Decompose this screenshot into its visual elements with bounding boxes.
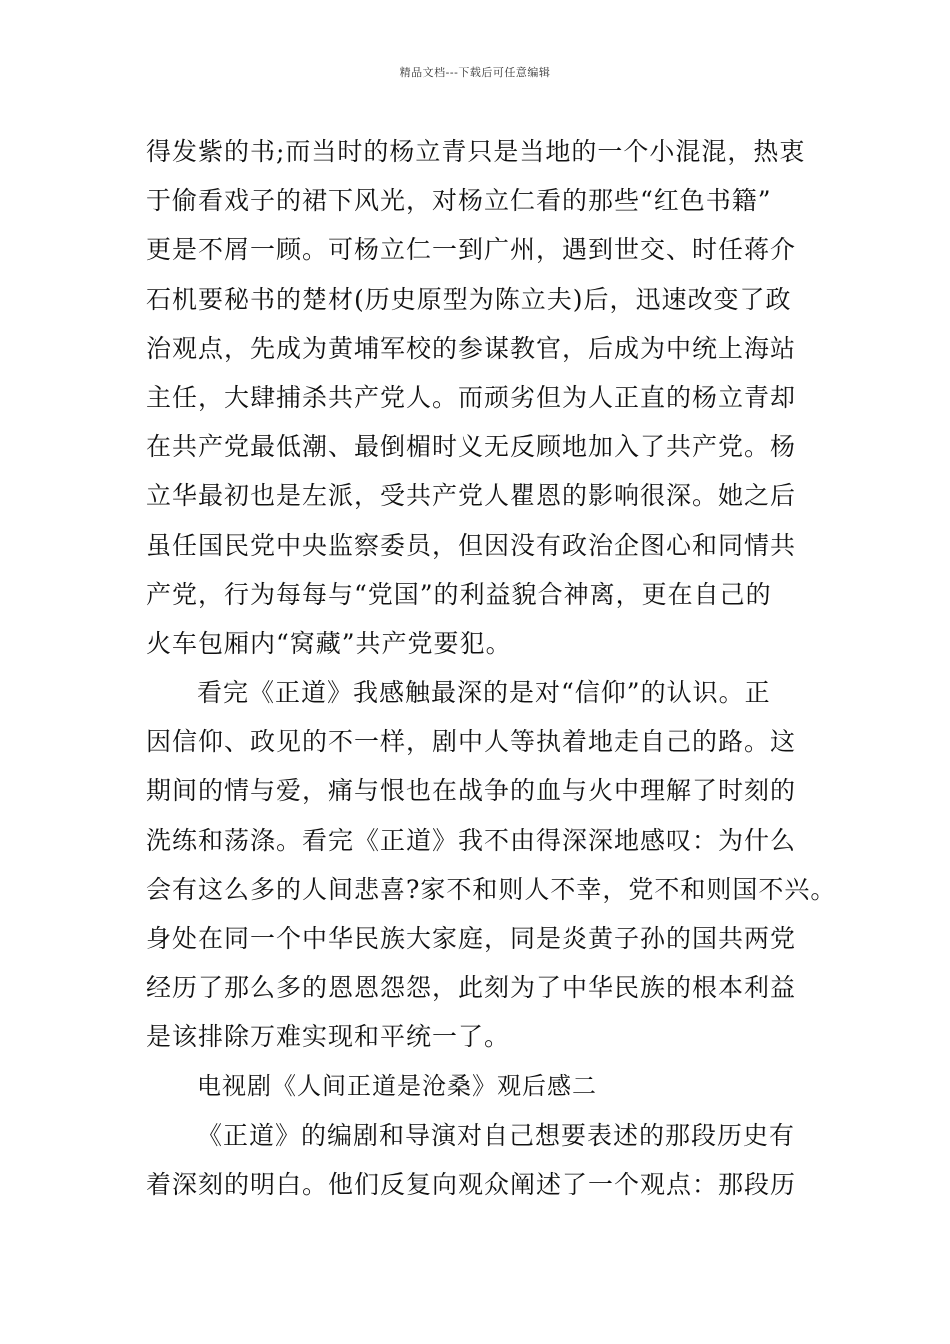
text-line: 洗练和荡涤。看完《正道》我不由得深深地感叹：为什么 xyxy=(146,825,797,855)
section-heading: 电视剧《人间正道是沧桑》观后感二 xyxy=(197,1071,597,1100)
text-line: 会有这么多的人间悲喜?家不和则人不幸，党不和则国不兴。 xyxy=(146,874,837,904)
text-line: 产党，行为每每与“党国”的利益貌合神离，更在自己的 xyxy=(146,579,772,609)
header-note: 精品文档---下载后可任意编辑 xyxy=(399,66,551,79)
text-line: 身处在同一个中华民族大家庭，同是炎黄子孙的国共两党 xyxy=(146,924,797,953)
paragraph-start-line: 《正道》的编剧和导演对自己想要表述的那段历史有 xyxy=(197,1120,796,1150)
text-line: 经历了那么多的恩恩怨怨，此刻为了中华民族的根本利益 xyxy=(146,973,797,1003)
text-line: 在共产党最低潮、最倒楣时义无反顾地加入了共产党。杨 xyxy=(146,432,797,462)
paragraph-start-line: 看完《正道》我感触最深的是对“信仰”的认识。正 xyxy=(197,678,771,708)
text-line: 期间的情与爱，痛与恨也在战争的血与火中理解了时刻的 xyxy=(146,776,797,806)
body-text xyxy=(146,127,837,1209)
text-line: 于偷看戏子的裙下风光，对杨立仁看的那些“红色书籍” xyxy=(146,186,772,216)
text-line: 着深刻的明白。他们反复向观众阐述了一个观点：那段历 xyxy=(146,1169,797,1199)
text-line: 石机要秘书的楚材(历史原型为陈立夫)后，迅速改变了政 xyxy=(146,284,792,314)
text-line: 立华最初也是左派，受共产党人瞿恩的影响很深。她之后 xyxy=(146,481,797,511)
text-line: 是该排除万难实现和平统一了。 xyxy=(146,1022,511,1052)
text-line: 虽任国民党中央监察委员，但因没有政治企图心和同情共 xyxy=(146,530,797,560)
text-line: 治观点，先成为黄埔军校的参谋教官，后成为中统上海站 xyxy=(146,333,797,363)
text-line: 主任，大肆捕杀共产党人。而顽劣但为人正直的杨立青却 xyxy=(146,382,797,412)
text-line: 火车包厢内“窝藏”共产党要犯。 xyxy=(146,628,512,658)
text-line: 得发紫的书;而当时的杨立青只是当地的一个小混混，热衷 xyxy=(146,137,806,166)
text-line: 更是不屑一顾。可杨立仁一到广州，遇到世交、时任蒋介 xyxy=(146,235,797,265)
text-line: 因信仰、政见的不一样，剧中人等执着地走自己的路。这 xyxy=(146,727,797,757)
